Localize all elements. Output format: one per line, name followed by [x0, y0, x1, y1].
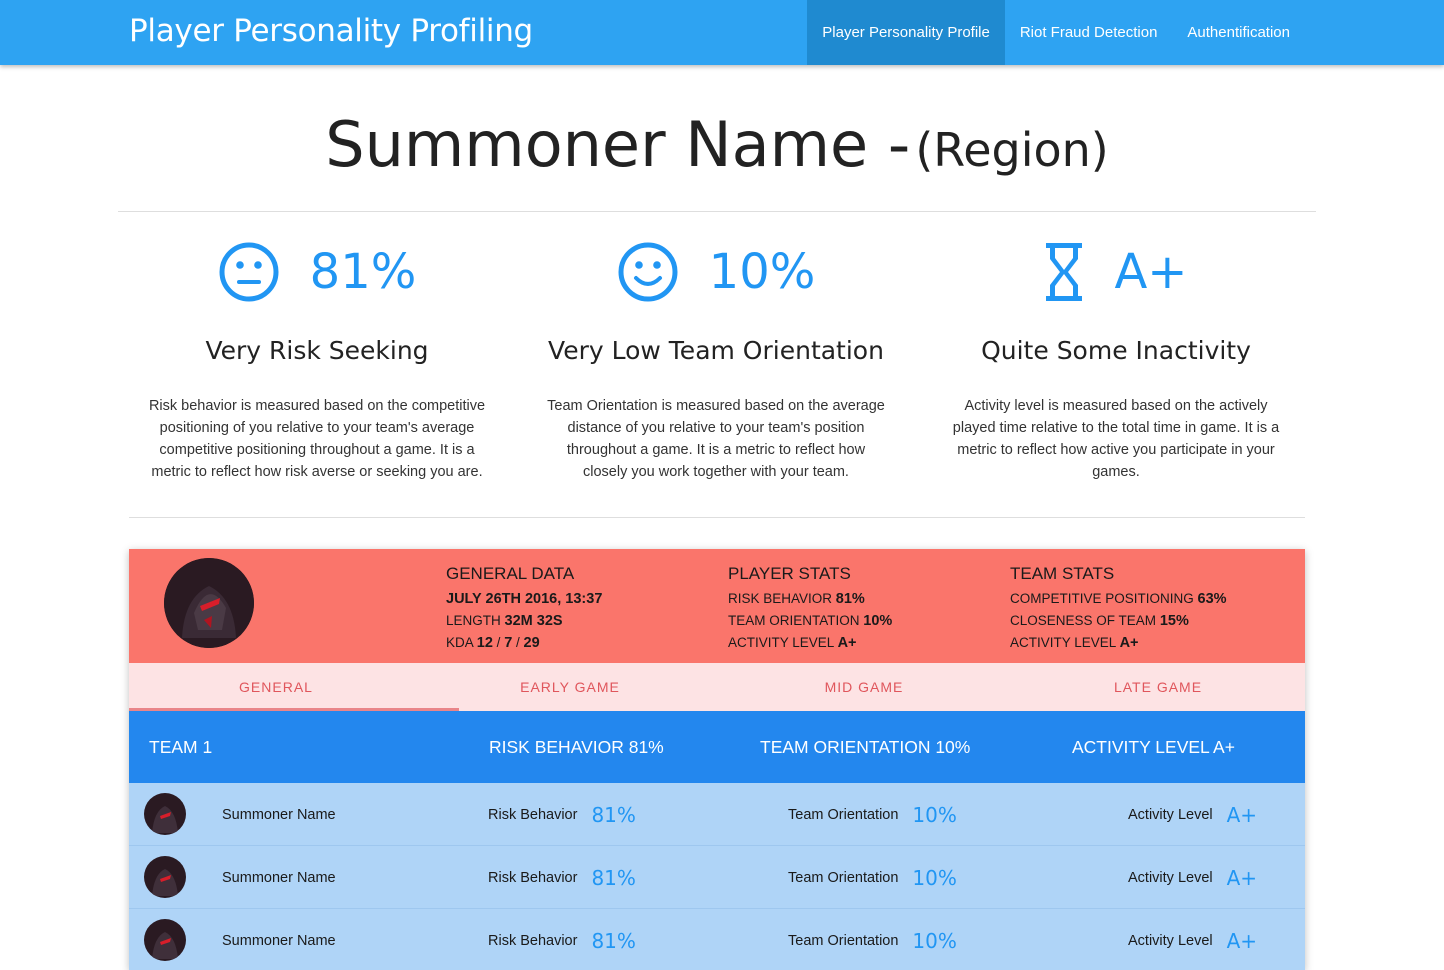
risk-behavior-value: 81% — [591, 928, 636, 953]
risk-behavior-label: Risk Behavior — [488, 932, 578, 949]
activity-value: A+ — [1114, 244, 1188, 300]
team-activity-value: A+ — [1119, 635, 1139, 651]
activity-title: Quite Some Inactivity — [981, 336, 1251, 365]
avatar — [144, 856, 186, 898]
kda-label: KDA — [446, 635, 474, 650]
team-name: TEAM 1 — [149, 737, 213, 757]
hourglass-icon — [1044, 241, 1084, 303]
region-label: (Region) — [915, 123, 1109, 177]
page-title — [0, 108, 1434, 181]
table-row[interactable] — [129, 783, 1305, 846]
metric-activity — [936, 232, 1296, 483]
divider — [118, 211, 1316, 212]
team-header — [129, 711, 1305, 783]
avatar — [144, 919, 186, 961]
team-orientation-stat: 10% — [863, 613, 893, 629]
risk-behavior-label: RISK BEHAVIOR — [728, 591, 833, 606]
closeness-value: 15% — [1159, 613, 1189, 629]
activity-description: Activity level is measured based on the actively played time relative to the total time in game. It is a metric to reflect how active you participate in your games. — [952, 398, 1280, 480]
team-risk-behavior: RISK BEHAVIOR 81% — [489, 737, 664, 757]
team-orientation-title: Very Low Team Orientation — [548, 336, 884, 365]
team-activity-level: ACTIVITY LEVEL A+ — [1072, 737, 1235, 757]
team-activity-label: ACTIVITY LEVEL — [1010, 635, 1116, 650]
kda-assists: 29 — [523, 635, 540, 651]
team-orientation-header: TEAM ORIENTATION 10% — [760, 737, 971, 757]
activity-level-label: Activity Level — [1128, 806, 1213, 823]
team-rows — [129, 783, 1305, 970]
brand-title[interactable]: Player Personality Profiling — [129, 13, 533, 49]
match-date: JULY 26TH 2016, 13:37 — [446, 591, 603, 607]
team-orientation-value: 10% — [912, 802, 957, 827]
tab-late-game[interactable]: LATE GAME — [1113, 679, 1203, 695]
closeness-label: CLOSENESS OF TEAM — [1010, 613, 1157, 628]
summoner-name[interactable]: Summoner Name — [222, 806, 336, 823]
phase-tabs — [129, 663, 1305, 711]
player-stats — [728, 564, 892, 654]
divider — [129, 517, 1305, 518]
match-summary — [129, 549, 1305, 663]
length-label: LENGTH — [446, 613, 501, 628]
general-data-heading: GENERAL DATA — [446, 564, 575, 583]
team-orientation-label: TEAM ORIENTATION — [728, 613, 860, 628]
activity-level-label: ACTIVITY LEVEL — [728, 635, 834, 650]
activity-level-value: A+ — [1226, 928, 1258, 953]
avatar — [144, 793, 186, 835]
metric-team-orientation — [536, 232, 896, 483]
summoner-name[interactable]: Summoner Name — [222, 869, 336, 886]
summoner-name: Summoner Name - — [325, 108, 911, 181]
competitive-positioning-label: COMPETITIVE POSITIONING — [1010, 591, 1194, 606]
match-card — [129, 549, 1305, 970]
tab-general[interactable]: GENERAL — [239, 679, 313, 695]
risk-behavior-value: 81% — [835, 591, 865, 607]
activity-level-value: A+ — [1226, 865, 1258, 890]
player-stats-heading: PLAYER STATS — [728, 564, 851, 583]
nav-links — [807, 0, 1305, 65]
summoner-name[interactable]: Summoner Name — [222, 932, 336, 949]
competitive-positioning-value: 63% — [1197, 591, 1227, 607]
team-orientation-label: Team Orientation — [788, 932, 899, 949]
match-length: 32M 32S — [504, 613, 563, 629]
team-orientation-value: 10% — [912, 865, 957, 890]
risk-description: Risk behavior is measured based on the competitive positioning of you relative to your team's average competitive positioning throughout a game. It is a metric to reflect how risk averse or seeking you are. — [148, 398, 486, 480]
table-row[interactable] — [129, 846, 1305, 909]
risk-behavior-value: 81% — [591, 865, 636, 890]
neutral-face-icon — [218, 241, 280, 303]
general-data: GENERAL DATA JULY 26TH 2016, 13:37 LENGTH 32M 32S KDA 12 / 7 / 29 — [446, 564, 603, 651]
risk-behavior-value: 81% — [591, 802, 636, 827]
metric-risk — [137, 232, 497, 483]
risk-title: Very Risk Seeking — [205, 336, 429, 365]
team-orientation-value: 10% — [708, 244, 816, 300]
kda-kills: 12 — [476, 635, 493, 651]
activity-level-label: Activity Level — [1128, 869, 1213, 886]
tab-mid-game[interactable]: MID GAME — [824, 679, 904, 695]
champion-avatar — [164, 558, 254, 648]
risk-value: 81% — [309, 244, 417, 300]
team-orientation-label: Team Orientation — [788, 869, 899, 886]
nav-link-authentification[interactable]: Authentification — [1187, 24, 1290, 41]
risk-behavior-label: Risk Behavior — [488, 869, 578, 886]
activity-level-label: Activity Level — [1128, 932, 1213, 949]
team-stats-heading: TEAM STATS — [1010, 564, 1115, 583]
activity-level-value: A+ — [1226, 802, 1258, 827]
table-row[interactable] — [129, 909, 1305, 970]
team-orientation-label: Team Orientation — [788, 806, 899, 823]
team-stats — [1010, 564, 1227, 654]
navbar — [0, 0, 1444, 65]
team-orientation-value: 10% — [912, 928, 957, 953]
activity-level-value: A+ — [837, 635, 857, 651]
nav-link-riot-fraud-detection[interactable]: Riot Fraud Detection — [1019, 24, 1158, 41]
nav-link-player-personality-profile[interactable]: Player Personality Profile — [807, 0, 1005, 65]
tab-early-game[interactable]: EARLY GAME — [520, 679, 620, 695]
team-orientation-description: Team Orientation is measured based on the average distance of you relative to your team's position throughout a game. It is a metric to reflect how closely you work together with your team. — [547, 398, 885, 480]
smiley-face-icon — [617, 241, 679, 303]
risk-behavior-label: Risk Behavior — [488, 806, 578, 823]
kda-deaths: 7 — [504, 635, 513, 651]
